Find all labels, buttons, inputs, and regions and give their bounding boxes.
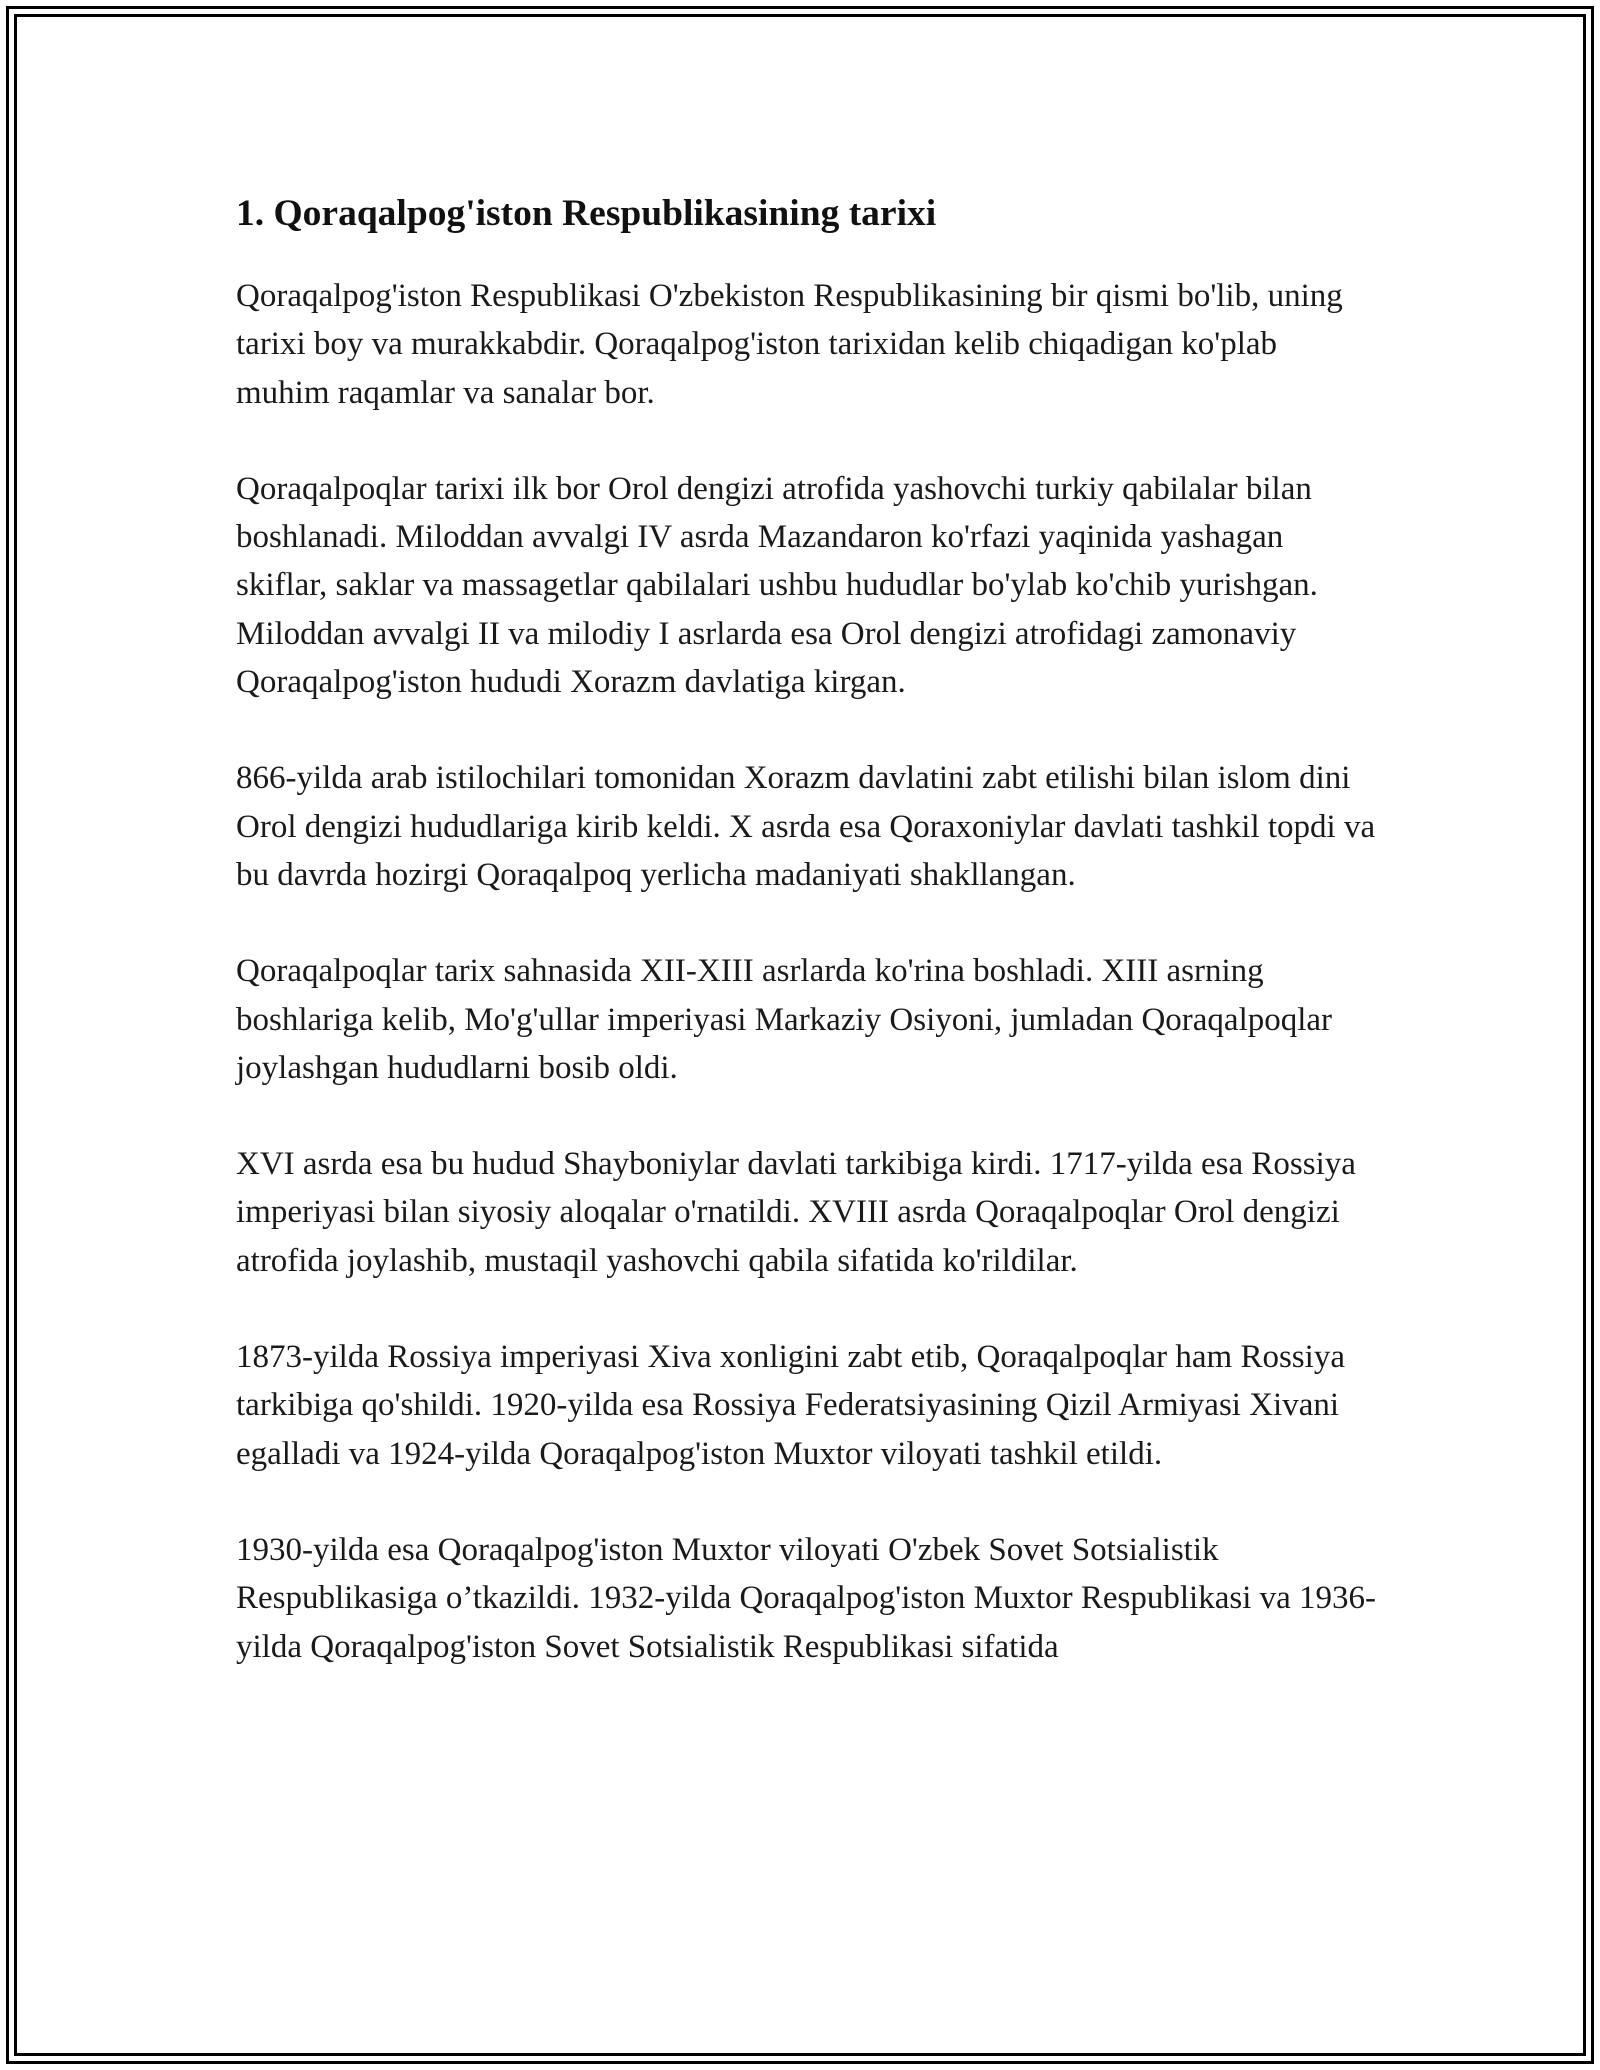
document-body (236, 186, 1376, 1719)
paragraph-soviet-era: 1930-yilda esa Qoraqalpog'iston Muxtor viloyati O'zbek Sovet Sotsialistik Respublikasiga o’tkazildi. 1932-yilda Qoraqalpog'iston Muxtor Respublikasi va 1936-yilda Qoraqalpog'iston Sovet Sotsialistik Respublikasi sifatida (236, 1531, 1377, 1665)
paragraph-islam: 866-yilda arab istilochilari tomonidan Xorazm davlatini zabt etilishi bilan islom dini Orol dengizi hududlariga kirib keldi. X asrda esa Qoraxoniylar davlati tashkil topdi va bu davrda hozirgi Qoraqalpoq yerlicha madaniyati shakllangan. (236, 760, 1376, 893)
paragraph-russian-empire: 1873-yilda Rossiya imperiyasi Xiva xonligini zabt etib, Qoraqalpoqlar ham Rossiya tarkibiga qo'shildi. 1920-yilda esa Rossiya Federatsiyasining Qizil Armiyasi Xivani egalladi va 1924-yilda Qoraqalpog'iston Muxtor viloyati tashkil etildi. (236, 1339, 1345, 1472)
paragraph-origins: Qoraqalpoqlar tarixi ilk bor Orol dengizi atrofida yashovchi turkiy qabilalar bilan boshlanadi. Miloddan avvalgi IV asrda Mazandaron ko'rfazi yaqinida yashagan skiflar, saklar va massagetlar qabilalari ushbu hududlar bo'ylab ko'chib yurishgan. Miloddan avvalgi II va milodiy I asrlarda esa Orol dengizi atrofidagi zamonaviy Qoraqalpog'iston hududi Xorazm davlatiga kirgan. (236, 470, 1318, 701)
document-title: 1. Qoraqalpog'iston Respublikasining tarixi (236, 193, 937, 234)
paragraph-mongols: Qoraqalpoqlar tarix sahnasida XII-XIII asrlarda ko'rina boshladi. XIII asrning boshlariga kelib, Mo'g'ullar imperiyasi Markaziy Osiyoni, jumladan Qoraqalpoqlar joylashgan hududlarni bosib oldi. (236, 953, 1333, 1086)
paragraph-intro: Qoraqalpog'iston Respublikasi O'zbekiston Respublikasining bir qismi bo'lib, uning tarixi boy va murakkabdir. Qoraqalpog'iston tarixidan kelib chiqadigan ko'plab muhim raqamlar va sanalar bor. (236, 278, 1343, 411)
paragraph-shaybanids: XVI asrda esa bu hudud Shayboniylar davlati tarkibiga kirdi. 1717-yilda esa Rossiya imperiyasi bilan siyosiy aloqalar o'rnatildi. XVIII asrda Qoraqalpoqlar Orol dengizi atrofida joylashib, mustaqil yashovchi qabila sifatida ko'rildilar. (236, 1146, 1356, 1279)
